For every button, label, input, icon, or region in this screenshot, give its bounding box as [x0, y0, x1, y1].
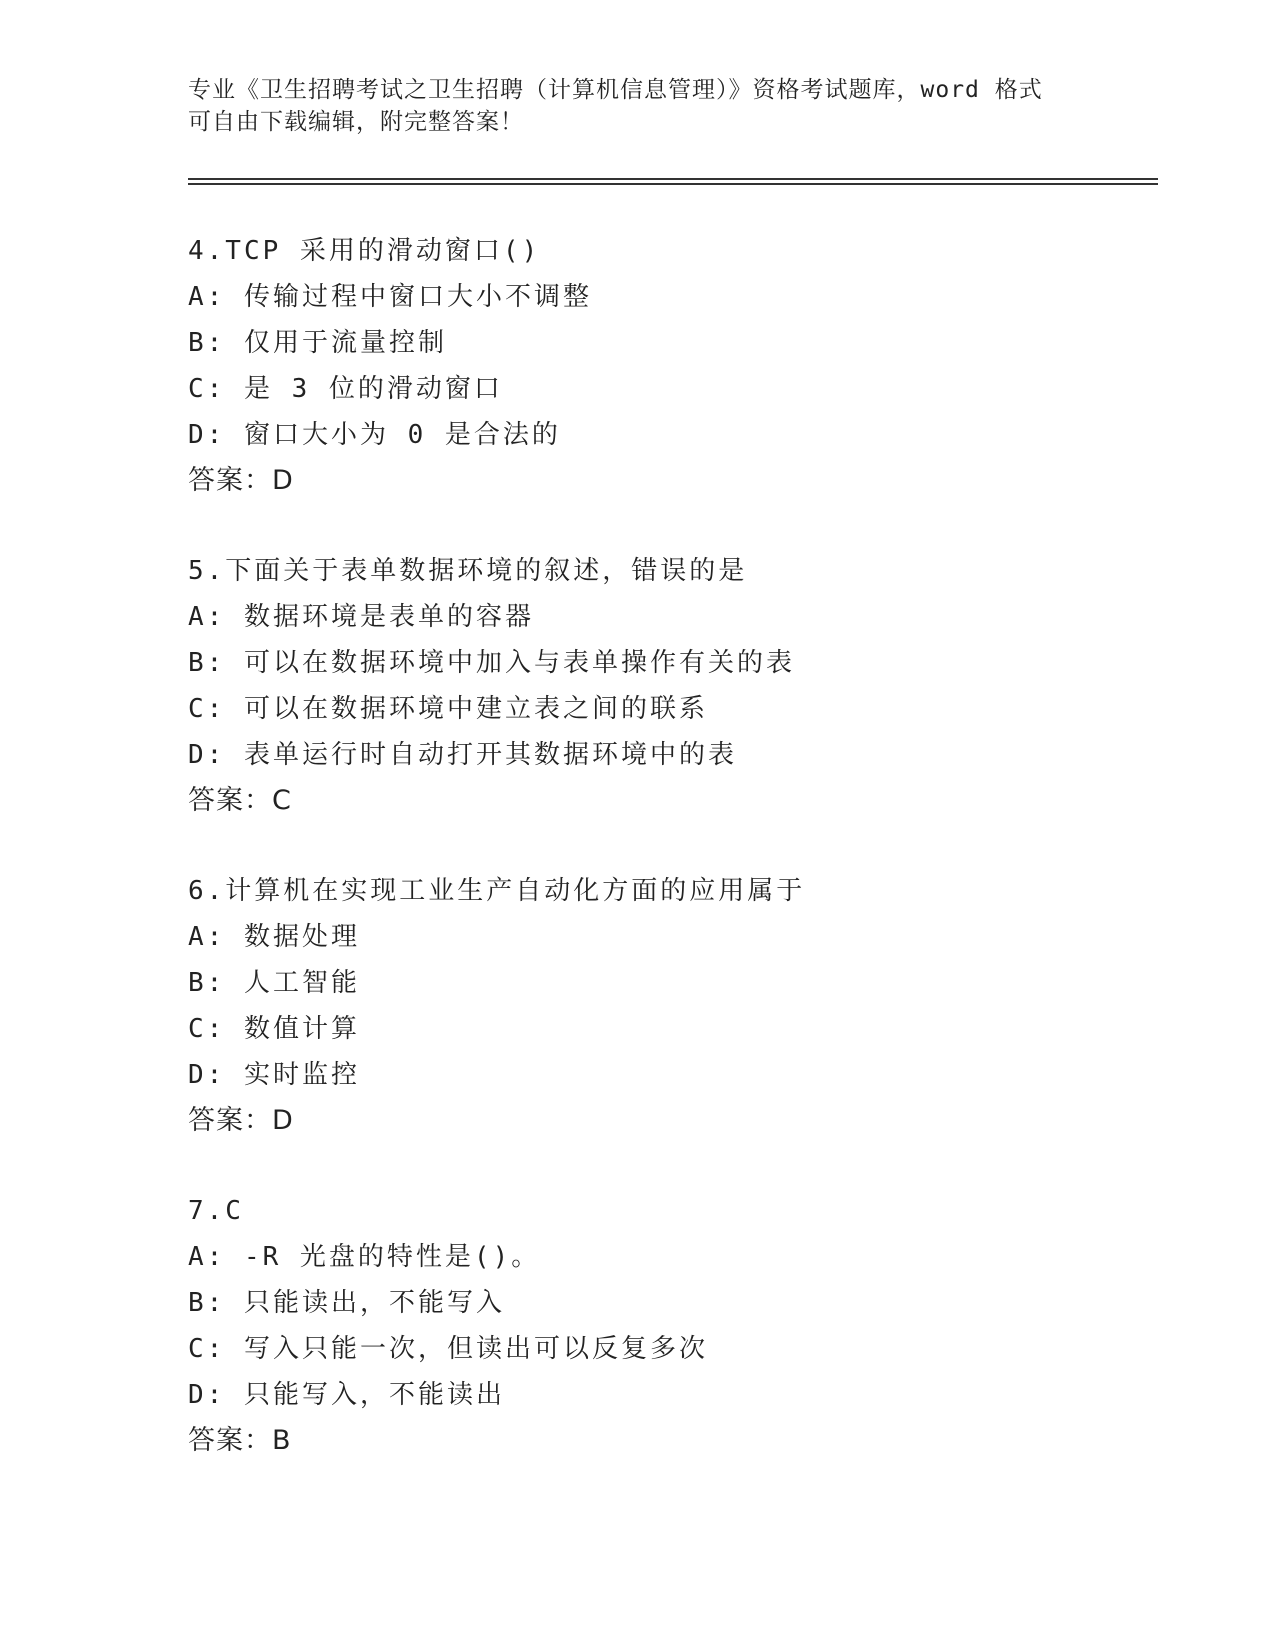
header-line-1: 专业《卫生招聘考试之卫生招聘（计算机信息管理）》资格考试题库，word 格式 [188, 77, 1043, 103]
option-a: A: -R 光盘的特性是()。 [188, 1242, 541, 1272]
question-stem: 7.C [188, 1196, 244, 1226]
option-a: A: 数据环境是表单的容器 [188, 602, 534, 632]
question-stem: 6.计算机在实现工业生产自动化方面的应用属于 [188, 876, 806, 906]
option-a: A: 传输过程中窗口大小不调整 [188, 282, 592, 312]
option-d: D: 窗口大小为 0 是合法的 [188, 420, 561, 450]
option-c: C: 可以在数据环境中建立表之间的联系 [188, 694, 708, 724]
answer-line: 答案：D [188, 465, 294, 496]
question-7 [188, 1188, 1188, 1464]
option-d: D: 只能写入，不能读出 [188, 1380, 505, 1410]
header-line-2: 可自由下载编辑，附完整答案！ [188, 109, 524, 135]
option-b: B: 只能读出，不能写入 [188, 1288, 505, 1318]
header-divider-bottom [188, 183, 1158, 185]
option-a: A: 数据处理 [188, 922, 360, 952]
answer-line: 答案：D [188, 1105, 294, 1136]
question-stem: 4.TCP 采用的滑动窗口() [188, 236, 541, 266]
option-c: C: 数值计算 [188, 1014, 360, 1044]
option-d: D: 实时监控 [188, 1060, 360, 1090]
option-c: C: 是 3 位的滑动窗口 [188, 374, 503, 404]
option-b: B: 仅用于流量控制 [188, 328, 447, 358]
header-divider-top [188, 178, 1158, 180]
option-b: B: 可以在数据环境中加入与表单操作有关的表 [188, 648, 795, 678]
option-b: B: 人工智能 [188, 968, 360, 998]
option-c: C: 写入只能一次，但读出可以反复多次 [188, 1334, 708, 1364]
question-4 [188, 228, 1188, 504]
answer-line: 答案：C [188, 785, 292, 816]
answer-line: 答案：B [188, 1425, 292, 1456]
document-header [188, 74, 1088, 138]
option-d: D: 表单运行时自动打开其数据环境中的表 [188, 740, 737, 770]
question-5 [188, 548, 1188, 824]
question-stem: 5.下面关于表单数据环境的叙述，错误的是 [188, 556, 748, 586]
question-6 [188, 868, 1188, 1144]
